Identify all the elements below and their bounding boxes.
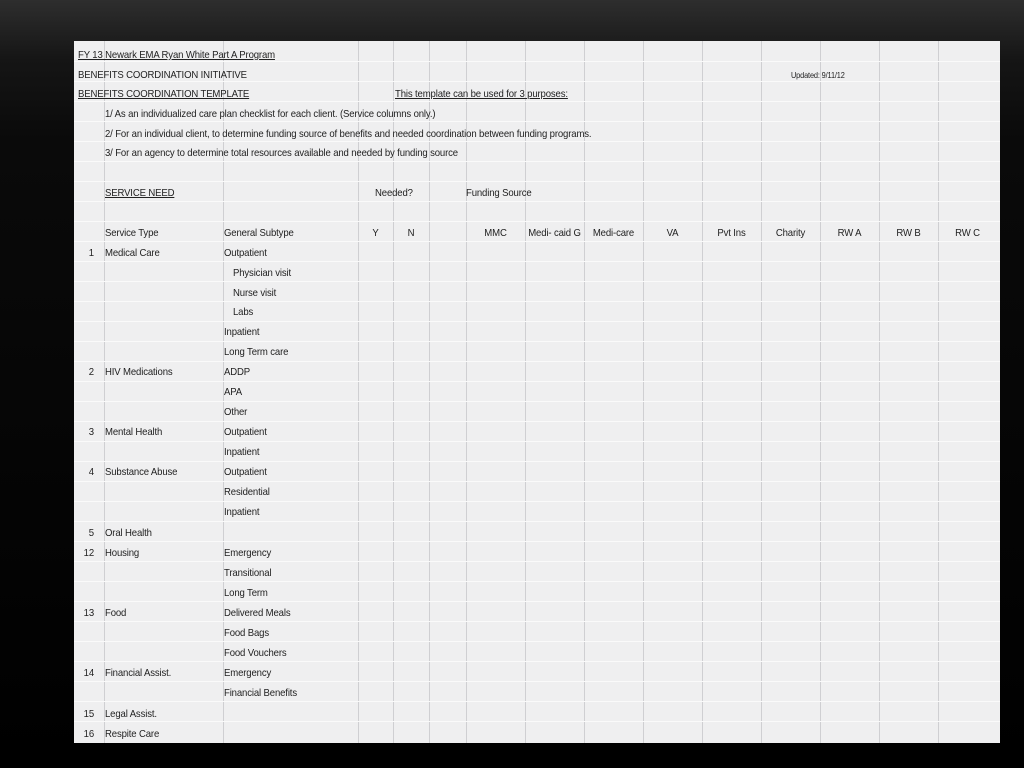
row-subtype: Inpatient [224,507,260,518]
col-rw-c: RW C [955,228,980,239]
table-row [74,604,1000,624]
col-y: Y [372,228,379,239]
row-subtype: Delivered Meals [224,608,291,619]
gridline-horizontal [74,221,1000,222]
table-row [74,684,1000,704]
funding-source-heading: Funding Source [466,188,532,199]
row-service-type: Medical Care [105,248,160,259]
table-row [74,323,1000,343]
row-service-type: Substance Abuse [105,467,178,478]
template-title: BENEFITS COORDINATION TEMPLATE [78,89,250,100]
row-subtype: Long Term [224,588,268,599]
row-subtype: ADDP [224,367,251,378]
col-service-type: Service Type [105,228,159,239]
row-service-type: Financial Assist. [105,668,172,679]
table-row [74,564,1000,584]
table-row [74,443,1000,463]
row-number: 3 [88,427,94,438]
col-medicare: Medi-care [592,228,635,239]
row-number: 4 [88,467,94,478]
table-row [74,544,1000,564]
service-need-heading: SERVICE NEED [105,188,175,199]
needed-heading: Needed? [375,188,413,199]
col-n: N [407,228,415,239]
row-service-type: Respite Care [105,729,160,740]
row-service-type: Mental Health [105,427,163,438]
table-row [74,483,1000,503]
table-row [74,403,1000,423]
row-number: 13 [83,608,94,619]
purpose-row [74,105,1000,125]
table-row [74,725,1000,743]
header-row-program [74,46,1000,66]
table-row [74,584,1000,604]
row-service-type: Legal Assist. [105,709,157,720]
table-row [74,705,1000,725]
table-row [74,664,1000,684]
col-rw-b: RW B [896,228,921,239]
col-pvt-ins: Pvt Ins [717,228,746,239]
table-row [74,503,1000,523]
row-service-type: HIV Medications [105,367,173,378]
table-row [74,363,1000,383]
table-row [74,303,1000,323]
row-subtype: Outpatient [224,248,267,259]
header-row-template [74,85,1000,105]
table-row [74,624,1000,644]
row-subtype: Inpatient [224,447,260,458]
row-number: 12 [83,548,94,559]
row-service-type: Housing [105,548,140,559]
purpose-1: 1/ As an individualized care plan checklist for each client. (Service columns only.) [105,109,436,120]
purposes-intro: This template can be used for 3 purposes: [395,89,568,100]
row-number: 14 [83,668,94,679]
col-medicaid: Medi- caid G [528,228,581,239]
col-rw-a: RW A [837,228,862,239]
table-row [74,463,1000,483]
purpose-2: 2/ For an individual client, to determine funding source of benefits and needed coordination between funding programs. [105,129,592,140]
row-subtype: Transitional [224,568,272,579]
row-number: 5 [88,528,94,539]
row-subtype: Inpatient [224,327,260,338]
gridline-horizontal [74,181,1000,182]
row-subtype: Physician visit [233,268,291,279]
purpose-3: 3/ For an agency to determine total resources available and needed by funding source [105,148,458,159]
col-mmc: MMC [484,228,507,239]
row-service-type: Food [105,608,127,619]
row-subtype: Outpatient [224,467,267,478]
program-title: FY 13 Newark EMA Ryan White Part A Program [78,50,275,61]
row-subtype: Long Term care [224,347,289,358]
table-row [74,244,1000,264]
col-charity: Charity [775,228,806,239]
col-general-subtype: General Subtype [224,228,294,239]
row-subtype: Nurse visit [233,288,277,299]
table-row [74,284,1000,304]
table-row [74,524,1000,544]
table-row [74,423,1000,443]
row-subtype: Food Bags [224,628,269,639]
table-row [74,383,1000,403]
table-row [74,264,1000,284]
row-subtype: Emergency [224,548,272,559]
row-subtype: Food Vouchers [224,648,287,659]
header-row-initiative [74,66,1000,86]
col-va: VA [666,228,679,239]
row-subtype: Residential [224,487,270,498]
purpose-row [74,125,1000,145]
initiative-title: BENEFITS COORDINATION INITIATIVE [78,70,247,81]
row-subtype: Labs [233,307,254,318]
table-row [74,644,1000,664]
row-number: 1 [88,248,94,259]
column-header-row [74,224,1000,244]
row-subtype: Emergency [224,668,272,679]
row-subtype: APA [224,387,243,398]
row-subtype: Financial Benefits [224,688,297,699]
updated-date: Updated: 9/11/12 [791,71,845,80]
section-header-row [74,184,1000,204]
row-subtype: Outpatient [224,427,267,438]
row-service-type: Oral Health [105,528,152,539]
row-number: 15 [83,709,94,720]
purpose-row [74,144,1000,164]
table-row [74,343,1000,363]
row-number: 2 [88,367,94,378]
row-subtype: Other [224,407,248,418]
row-number: 16 [83,729,94,740]
spreadsheet [74,41,1000,743]
